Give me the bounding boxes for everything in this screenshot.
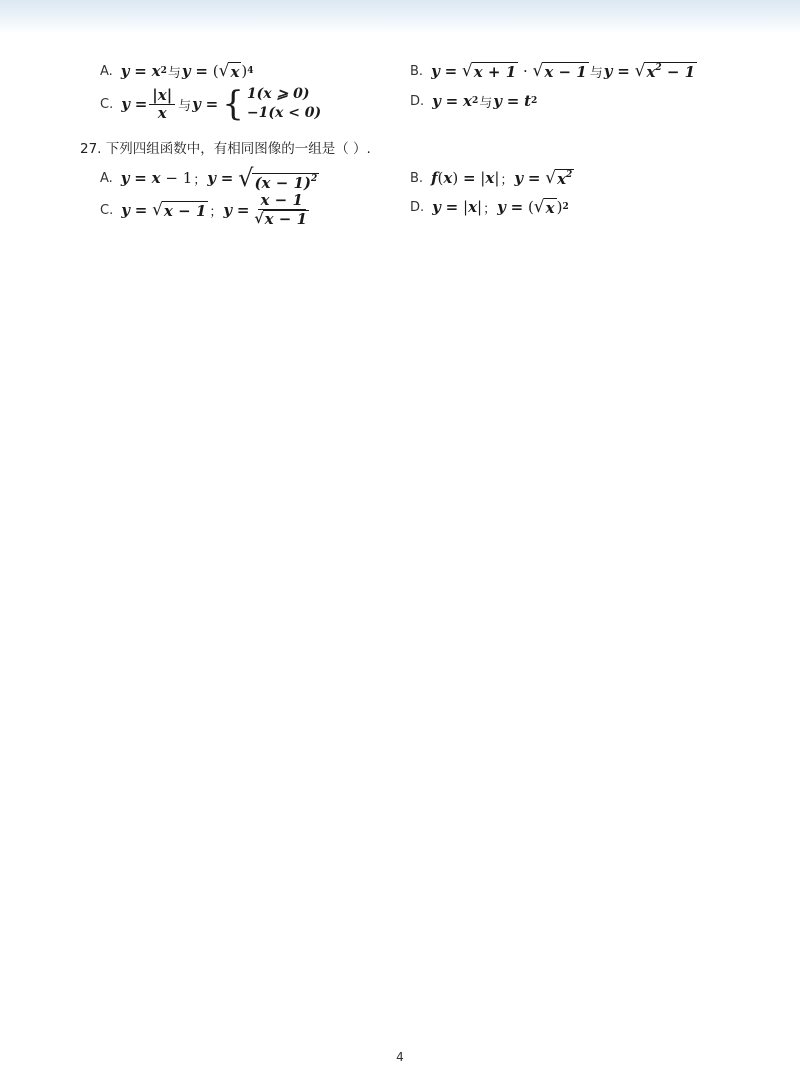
conjunction: 与: [167, 65, 181, 81]
q26-option-b: [410, 56, 697, 86]
q26-option-d-math: y = x 2 与 y = t 2: [432, 92, 538, 111]
q27-option-b-math: f ( x ) = | x | ； y = √ $x^2$: [431, 168, 573, 188]
option-label: B.: [410, 63, 424, 79]
conjunction: 与: [589, 65, 603, 81]
q27-option-c: [100, 192, 314, 228]
q27-option-c-math: y = √ x − 1 ； y = x − 1 √ x − 1: [121, 191, 308, 228]
q26-option-a-math: y = x 2 与 y = ( √ x ) 4: [120, 61, 254, 81]
conjunction: 与: [178, 98, 192, 114]
option-label: D.: [410, 93, 425, 109]
q27-option-a-math: y = x − 1 ； y = √ $(x - 1)^2$: [120, 164, 318, 192]
q26-option-d: [410, 86, 537, 116]
q27-option-a: [100, 163, 319, 193]
q26-option-b-math: y = √ x + 1 · √ x − 1 与 y = √ $x^2 - 1$: [431, 61, 696, 81]
q26-option-c: [100, 86, 321, 122]
case-1: 1(x ⩾ 0): [246, 86, 310, 102]
q27-option-d-math: y = | x | ； y = ( √ x ) 2: [432, 197, 569, 217]
q26-option-a: [100, 56, 254, 86]
option-label: A.: [100, 170, 113, 186]
option-label: C.: [100, 202, 114, 218]
q27-stem: 27. 下列四组函数中，有相同图像的一组是（ ）.: [80, 141, 371, 157]
q26-option-c-math: y = $\frac{|x|}{x}$ 与 y = { 1(x ⩾ 0) −1(x < 0): [121, 84, 322, 124]
q27-option-b: [410, 163, 574, 193]
separator: ；: [209, 204, 223, 220]
conjunction: 与: [479, 95, 493, 111]
separator: ；: [193, 172, 207, 188]
header-decoration: [0, 0, 800, 34]
option-label: D.: [410, 199, 425, 215]
case-2: −1(x < 0): [246, 105, 322, 121]
piecewise-cases: [247, 85, 321, 123]
separator: ；: [483, 201, 497, 217]
separator: ；: [500, 172, 514, 188]
page-number: 4: [396, 1050, 404, 1064]
q27-option-d: [410, 192, 569, 222]
option-label: A.: [100, 63, 113, 79]
option-label: C.: [100, 96, 114, 112]
option-label: B.: [410, 170, 424, 186]
